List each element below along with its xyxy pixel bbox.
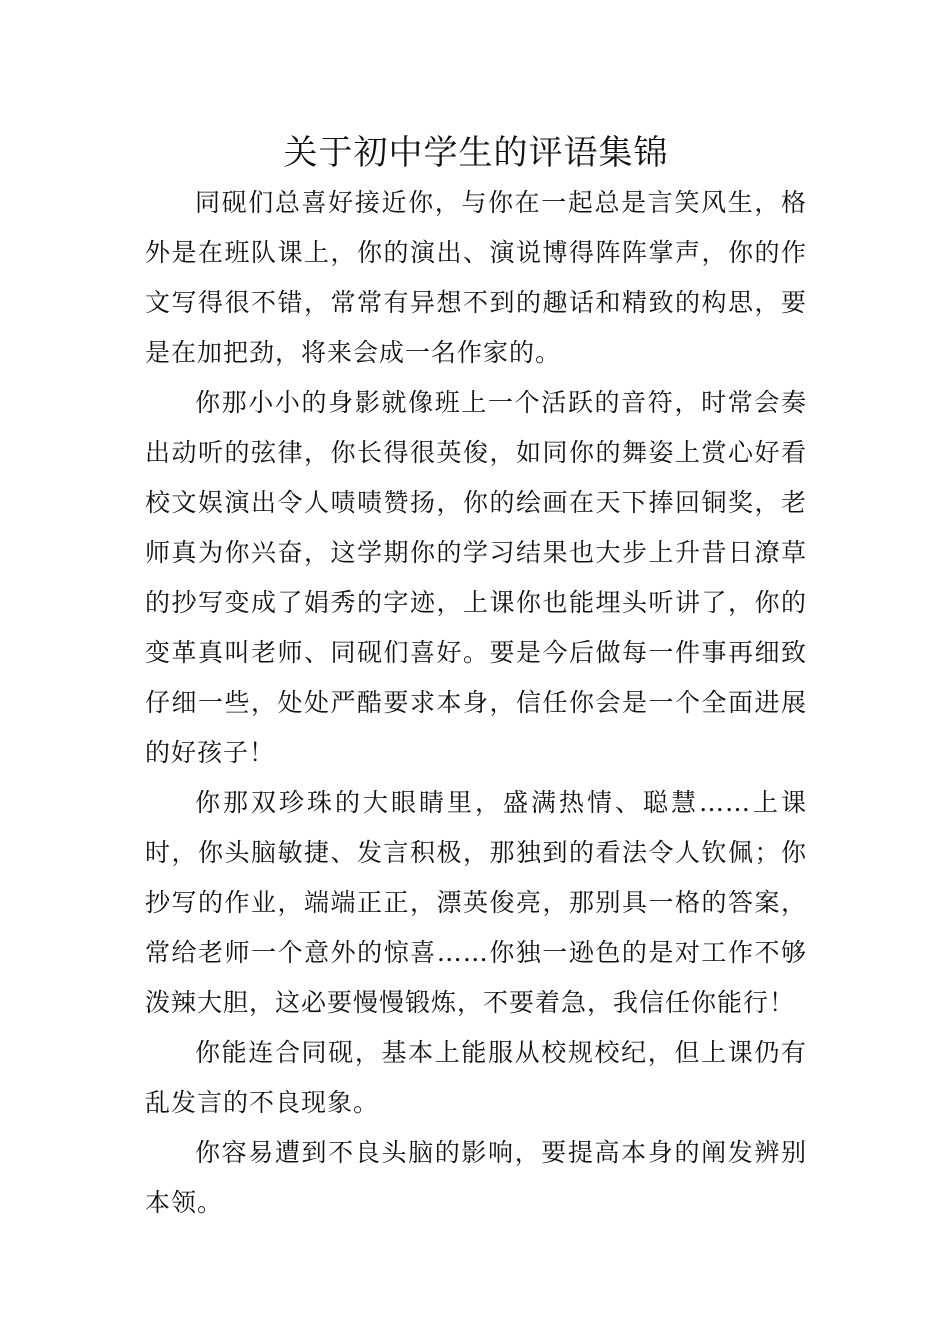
comment-paragraph-4: 你能连合同砚，基本上能服从校规校纪，但上课仍有乱发言的不良现象。 (145, 1038, 807, 1117)
document-page (145, 128, 807, 1228)
comment-paragraph-1: 同砚们总喜好接近你，与你在一起总是言笑风生，格外是在班队课上，你的演出、演说博得阵阵掌声，你的作文写得很不错，常常有异想不到的趣话和精致的构思，要是在加把劲，将来会成一名作家的。 (145, 188, 807, 367)
comment-paragraph-2: 你那小小的身影就像班上一个活跃的音符，时常会奏出动听的弦律，你长得很英俊，如同你的舞姿上赏心好看校文娱演出令人啧啧赞扬，你的绘画在天下捧回铜奖，老师真为你兴奋，这学期你的学习结果也大步上升昔日潦草的抄写变成了娟秀的字迹，上课你也能埋头听讲了，你的变革真叫老师、同砚们喜好。要是今后做每一件事再细致仔细一些，处处严酷要求本身，信任你会是一个全面进展的好孩子！ (145, 388, 807, 767)
comment-paragraph-5: 你容易遭到不良头脑的影响，要提高本身的阐发辨别本领。 (145, 1138, 807, 1217)
document-title: 关于初中学生的评语集锦 (283, 133, 669, 173)
comment-paragraph-3: 你那双珍珠的大眼睛里，盛满热情、聪慧……上课时，你头脑敏捷、发言积极，那独到的看法令人钦佩；你抄写的作业，端端正正，漂英俊亮，那别具一格的答案，常给老师一个意外的惊喜……你独一逊色的是对工作不够泼辣大胆，这必要慢慢锻炼，不要着急，我信任你能行！ (145, 788, 807, 1017)
